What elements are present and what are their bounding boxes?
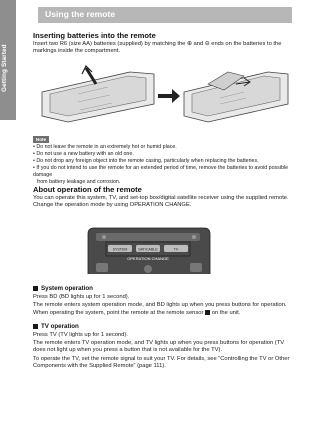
page-title: Using the remote: [45, 9, 116, 19]
section-header-band: [38, 7, 292, 23]
note-item: • Do not drop any foreign object into the remote casing, particularly when replacing the batteries.: [33, 158, 259, 165]
note-item: from battery leakage and corrosion.: [37, 179, 121, 186]
battery-insertion-illustration: [38, 64, 290, 126]
note-list: [33, 144, 295, 187]
system-button-label: SYSTEM: [112, 247, 128, 252]
system-operation-line3-text: When operating the system, point the remote at the remote sensor: [33, 310, 204, 317]
system-operation-title: [33, 285, 93, 292]
side-tab-label: Getting Started: [1, 44, 8, 92]
tv-operation-title: [33, 323, 79, 330]
system-operation-line3-end: on the unit.: [211, 310, 241, 317]
tv-operation-line1: Press TV (TV lights up for 1 second).: [33, 332, 128, 338]
sat-cable-button-label: SAT/CABLE: [138, 247, 158, 252]
bullet-square-icon: [33, 324, 38, 329]
tv-operation-title-text: TV operation: [41, 323, 79, 330]
remote-back-left: [42, 66, 154, 122]
system-operation-line2: The remote enters system operation mode, and BD lights up when you press buttons for operation.: [33, 302, 287, 308]
next-step-arrow-icon: [158, 89, 180, 103]
operation-change-caption: OPERATION CHANGE: [127, 256, 169, 261]
tv-operation-line2: The remote enters TV operation mode, and TV lights up when you press buttons for operation (TV does not light up when you press a button that is not available for the TV).: [33, 340, 285, 354]
note-item: • Do not use a new battery with an old one.: [33, 151, 134, 158]
section-title-batteries: Inserting batteries into the remote: [33, 31, 156, 40]
system-operation-title-text: System operation: [41, 285, 93, 292]
note-item: • Do not leave the remote in an extremely hot or humid place.: [33, 144, 177, 150]
system-operation-line3: [33, 310, 295, 317]
tv-operation-line3: To operate the TV, set the remote signal to suit your TV. For details, see “Controlling the TV or Other Components with the Supplied Remote” (page 111).: [33, 356, 290, 370]
note-item: • If you do not intend to use the remote for an extended period of time, remove the batteries to avoid possible damage: [33, 165, 289, 179]
system-operation-line1: Press BD (BD lights up for 1 second).: [33, 294, 130, 300]
remote-operation-change-illustration: [86, 226, 212, 276]
note-label: Note: [33, 136, 49, 143]
tv-button-label: TV: [173, 247, 179, 252]
remote-back-right: [184, 72, 288, 122]
section-body-operation: You can operate this system, TV, and set-top box/digital satellite receiver using the supplied remote. Change the operation mode by using OPERATION CHANGE.: [33, 195, 289, 209]
section-body-batteries: Insert two R6 (size AA) batteries (supplied) by matching the ⊕ and ⊖ ends on the batteries to the markings inside the compartment.: [33, 41, 282, 55]
bullet-square-icon: [33, 286, 38, 291]
section-title-operation: About operation of the remote: [33, 185, 142, 194]
remote-sensor-icon: [205, 310, 210, 315]
side-tab: [0, 0, 16, 120]
